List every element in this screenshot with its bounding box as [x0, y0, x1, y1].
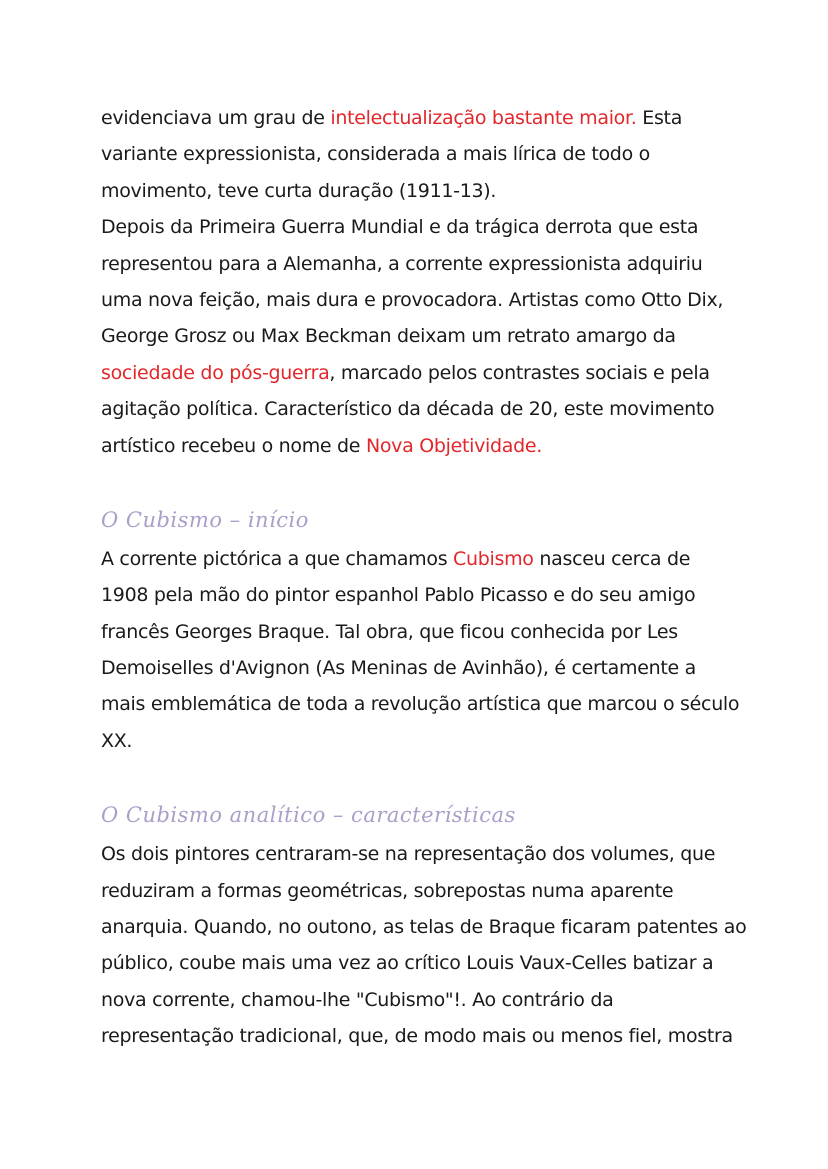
text-line [101, 873, 741, 909]
text-segment: Esta [636, 107, 683, 129]
text-segment: movimento, teve curta duração (1911-13). [101, 179, 497, 202]
text-line [101, 836, 741, 872]
text-line [101, 577, 741, 613]
highlighted-term: Cubismo [453, 547, 534, 570]
highlighted-term: Nova Objetividade. [365, 434, 543, 457]
text-segment: representação tradicional, que, de modo mais ou menos fiel, mostra [101, 1025, 733, 1048]
text-segment: nova corrente, chamou-lhe "Cubismo"!. Ao contrário da [101, 988, 614, 1011]
text-segment: reduziram a formas geométricas, sobrepostas numa aparente [101, 879, 674, 902]
text-line [101, 246, 741, 282]
text-line [101, 173, 741, 209]
text-line [101, 428, 741, 464]
text-segment: XX. [101, 729, 133, 752]
text-line [101, 650, 741, 686]
section [101, 499, 741, 759]
text-segment: público, coube mais uma vez ao crítico Louis Vaux-Celles batizar a [101, 952, 714, 975]
text-line [101, 614, 741, 650]
text-segment: mais emblemática de toda a revolução artística que marcou o século [101, 693, 740, 716]
text-segment: Demoiselles d'Avignon (As Meninas de Avinhão), é certamente a [101, 657, 696, 680]
text-line [101, 100, 741, 136]
text-segment: variante expressionista, considerada a mais lírica de todo o [101, 143, 650, 166]
text-line [101, 982, 741, 1018]
text-segment: A corrente pictórica a que chamamos [101, 547, 454, 570]
section [101, 100, 741, 464]
text-line [101, 318, 741, 354]
document-page [101, 100, 747, 1055]
highlighted-term: intelectualização bastante maior. [330, 107, 637, 129]
text-line [101, 945, 741, 981]
section-heading: O Cubismo – início [101, 507, 309, 532]
text-line [101, 1018, 741, 1054]
text-line [101, 723, 741, 759]
text-line [101, 282, 741, 318]
text-segment: nasceu cerca de [533, 547, 691, 570]
highlighted-term: sociedade do pós-guerra [101, 361, 330, 384]
text-line [101, 391, 741, 427]
text-segment: artístico recebeu o nome de [101, 434, 366, 457]
text-line [101, 136, 741, 172]
section-heading: O Cubismo analítico – características [101, 803, 516, 828]
text-segment: evidenciava um grau de [101, 107, 331, 129]
text-segment: francês Georges Braque. Tal obra, que ficou conhecida por Les [101, 620, 678, 643]
text-segment: agitação política. Característico da década de 20, este movimento [101, 398, 715, 421]
text-line [101, 355, 741, 391]
text-segment: representou para a Alemanha, a corrente expressionista adquiriu [101, 252, 703, 275]
text-segment: Os dois pintores centraram-se na representação dos volumes, que [101, 843, 716, 866]
section [101, 794, 747, 1054]
text-segment: uma nova feição, mais dura e provocadora. Artistas como Otto Dix, [101, 288, 724, 311]
text-segment: Depois da Primeira Guerra Mundial e da trágica derrota que esta [101, 216, 699, 239]
text-line [101, 909, 747, 945]
text-line [101, 209, 741, 245]
text-segment: , marcado pelos contrastes sociais e pela [329, 361, 710, 384]
text-segment: anarquia. Quando, no outono, as telas de Braque ficaram patentes ao [101, 916, 747, 939]
text-line [101, 686, 741, 722]
text-segment: George Grosz ou Max Beckman deixam um retrato amargo da [101, 325, 676, 348]
text-line [101, 541, 741, 577]
text-segment: 1908 pela mão do pintor espanhol Pablo Picasso e do seu amigo [101, 584, 696, 607]
